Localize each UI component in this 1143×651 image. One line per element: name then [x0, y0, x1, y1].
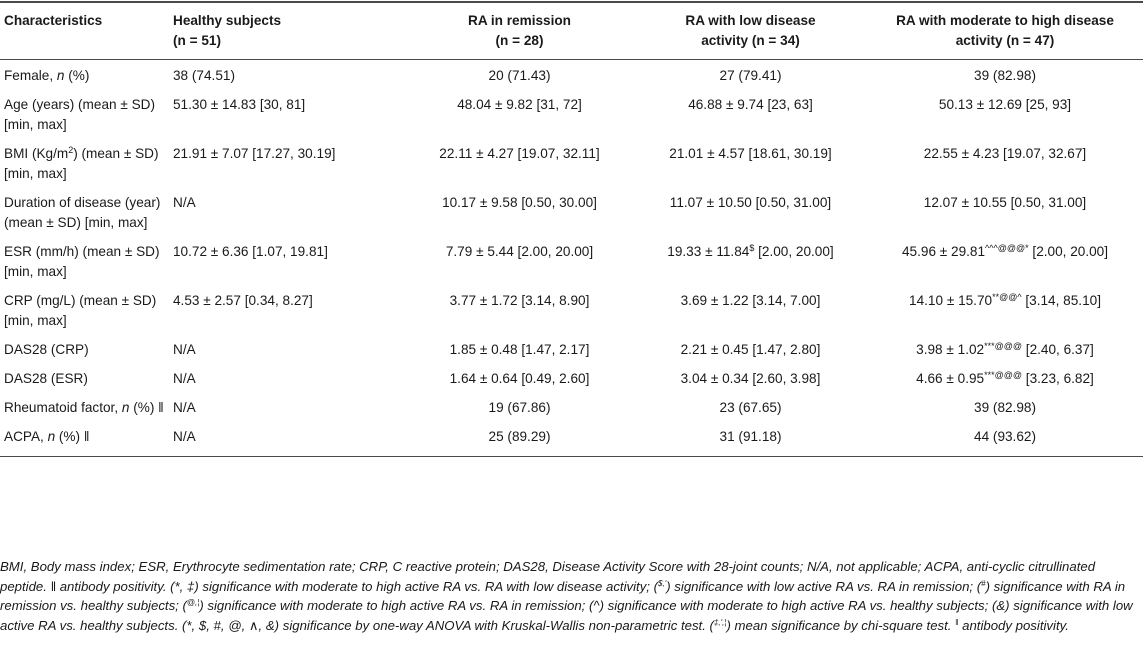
n-low: (n = 34) — [751, 33, 800, 48]
cell: N/A — [173, 195, 196, 210]
cell: 48.04 ± 9.82 [31, 72] — [457, 97, 582, 112]
top-rule — [0, 1, 1143, 3]
row-label: DAS28 (CRP) — [4, 342, 89, 357]
row-label: Age (years) (mean ± SD) [min, max] — [4, 97, 155, 132]
cell: 19 (67.86) — [488, 400, 551, 415]
n-remission: (n = 28) — [495, 33, 544, 48]
header-row — [0, 4, 1143, 60]
row-label: CRP (mg/L) (mean ± SD) [min, max] — [4, 293, 157, 328]
cell: 21.91 ± 7.07 [17.27, 30.19] — [173, 146, 336, 161]
cell: 3.77 ± 1.72 [3.14, 8.90] — [449, 293, 590, 308]
col-header-low: RA with low disease activity (n = 34) — [685, 13, 816, 48]
table-row — [0, 236, 1143, 285]
table-row — [0, 138, 1143, 187]
table-row — [0, 392, 1143, 421]
table-row — [0, 187, 1143, 236]
n-modhigh: (n = 47) — [1006, 33, 1055, 48]
table-row — [0, 363, 1143, 392]
cell: 1.85 ± 0.48 [1.47, 2.17] — [449, 342, 590, 357]
cell: 27 (79.41) — [719, 68, 782, 83]
cell: 46.88 ± 9.74 [23, 63] — [688, 97, 813, 112]
cell: 4.53 ± 2.57 [0.34, 8.27] — [173, 293, 313, 308]
cell: 7.79 ± 5.44 [2.00, 20.00] — [445, 244, 594, 259]
cell: 20 (71.43) — [488, 68, 551, 83]
row-label: Duration of disease (year) (mean ± SD) [min, max] — [4, 195, 161, 230]
col-header-modhigh: RA with moderate to high disease activity (n = 47) — [896, 13, 1114, 48]
cell: N/A — [173, 429, 196, 444]
cell: 19.33 ± 11.84$ [2.00, 20.00] — [667, 243, 834, 259]
cell: 4.66 ± 0.95***@@@ [3.23, 6.82] — [916, 370, 1094, 386]
cell: 31 (91.18) — [719, 429, 782, 444]
cell: 10.17 ± 9.58 [0.50, 30.00] — [442, 195, 597, 210]
col-header-remission: RA in remission (n = 28) — [468, 13, 571, 48]
cell: 51.30 ± 14.83 [30, 81] — [173, 97, 306, 112]
n-healthy: (n = 51) — [173, 33, 221, 48]
cell: 39 (82.98) — [974, 400, 1036, 415]
cell: 3.98 ± 1.02***@@@ [2.40, 6.37] — [916, 341, 1094, 357]
row-label: ACPA, n (%) ‖ — [4, 429, 90, 444]
table-row — [0, 60, 1143, 90]
row-label: Female, n (%) — [4, 68, 90, 83]
cell: 21.01 ± 4.57 [18.61, 30.19] — [669, 146, 832, 161]
cell: 38 (74.51) — [173, 68, 235, 83]
cell: 3.04 ± 0.34 [2.60, 3.98] — [680, 371, 821, 386]
row-label: DAS28 (ESR) — [4, 371, 88, 386]
table-row — [0, 421, 1143, 457]
cell: 2.21 ± 0.45 [1.47, 2.80] — [680, 342, 821, 357]
table-row — [0, 334, 1143, 363]
table-row — [0, 89, 1143, 138]
cell: 45.96 ± 29.81^^^@@@* [2.00, 20.00] — [901, 243, 1108, 259]
cell: 50.13 ± 12.69 [25, 93] — [938, 97, 1072, 112]
cell: N/A — [173, 400, 196, 415]
cell: 44 (93.62) — [974, 429, 1036, 444]
cell: 3.69 ± 1.22 [3.14, 7.00] — [680, 293, 821, 308]
cell: 39 (82.98) — [974, 68, 1036, 83]
cell: 10.72 ± 6.36 [1.07, 19.81] — [173, 244, 328, 259]
cell: 14.10 ± 15.70**@@^ [3.14, 85.10] — [909, 292, 1101, 308]
cell: N/A — [173, 371, 196, 386]
cell: 25 (89.29) — [488, 429, 551, 444]
cell: 11.07 ± 10.50 [0.50, 31.00] — [669, 195, 832, 210]
cell: 12.07 ± 10.55 [0.50, 31.00] — [923, 195, 1087, 210]
table-row — [0, 285, 1143, 334]
row-label: ESR (mm/h) (mean ± SD) [min, max] — [4, 244, 160, 279]
cell: 23 (67.65) — [719, 400, 782, 415]
cell: N/A — [173, 342, 196, 357]
cell: 22.55 ± 4.23 [19.07, 32.67] — [923, 146, 1087, 161]
cell: 1.64 ± 0.64 [0.49, 2.60] — [449, 371, 590, 386]
row-label: Rheumatoid factor, n (%) ‖ — [4, 400, 164, 415]
table-footnote: BMI, Body mass index; ESR, Erythrocyte sedimentation rate; CRP, C reactive protein; DAS28, Disease Activity Score with 28-joint counts; N/A, not applicable; ACPA, anti-cyclic citrullinated peptide. ‖ antibody positivity. (*, ‡) significance with moderate to high active RA vs. RA with low disease activity; ($^{\$,ʹ}$) significance with low active RA vs. RA in remission; (#) significance with RA in remission vs. healthy subjects; (@,¦) significance with moderate to high active RA vs. RA in remission; (^) significance with moderate to high active RA vs. healthy subjects; (&) significance with low active RA vs. healthy subjects. (*, $, #, @, ∧, &) significance by one-way ANOVA with Kruskal-Wallis non-parametric test. ($^{\ddagger,ʹ,¦}$) mean significance by chi-square test. ‖ antibody positivity. — [0, 559, 1133, 633]
col-header-characteristics: Characteristics — [4, 13, 103, 28]
characteristics-table — [0, 4, 1143, 457]
cell: 22.11 ± 4.27 [19.07, 32.11] — [439, 146, 600, 161]
row-label: BMI $(Kg/m^2)$ (mean ± SD) [min, max] — [4, 145, 159, 181]
col-header-healthy: Healthy subjects (n = 51) — [173, 13, 282, 48]
